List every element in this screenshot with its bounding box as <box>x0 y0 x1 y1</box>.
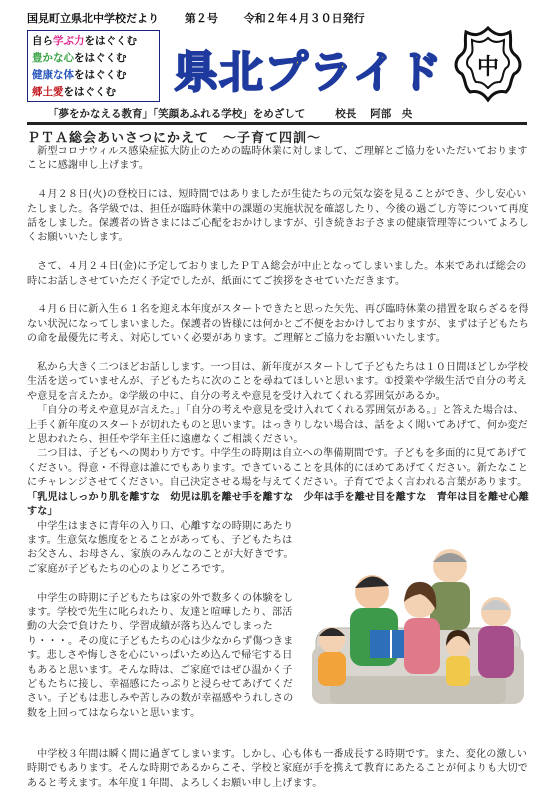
closing-paragraph: 中学校３年間は瞬く間に過ぎてしまいます。しかし、心も体も一番成長する時期です。また、変化の激しい時期でもあります。そんな時期であるからこそ、学校と家庭が手を携えて教育にあたることが何よりも大切であると考えます。本年度１年間、よろしくお願い申し上げます。 <box>27 749 528 789</box>
slogan-keyword: 郷土愛 <box>32 86 64 98</box>
family-illustration <box>310 536 526 716</box>
slogan-keyword: 健康な体 <box>32 69 74 81</box>
newsletter-header <box>27 10 517 26</box>
slogan-box <box>27 30 160 102</box>
paragraph: 中学生の時期に子どもたちは家の外で数多くの体験をします。学校で先生に叱られたり、友達と喧嘩したり、部活動の大会で負けたり、学習成績が落ち込んでしまったり・・・。その度に子どもたちの心は少なからず傷つきます。悲しさや悔しさを心にいっぱいため込んで帰宅する日もあると思います。そんな時は、ご家庭ではぜひ温かく子どもたちに接し、幸福感にたっぷりと浸らせてあげてください。子どもは悲しみや苦しみの数が幸福感やうれしさの数を上回ってはならないと思います。 <box>27 592 294 719</box>
motto-line <box>48 106 412 121</box>
slogan-rest: をはぐくむ <box>63 86 116 98</box>
emblem-letter: 中 <box>476 55 500 80</box>
slogan-keyword: 学ぶ力 <box>53 35 85 47</box>
proverb-quote: 「乳児はしっかり肌を離すな 幼児は肌を離せ手を離すな 少年は手を離せ目を離すな 青年は目を離せ心離すな」 <box>27 491 529 518</box>
slogan-item <box>32 33 155 50</box>
header-divider <box>27 122 527 125</box>
article-title: ＰＴＡ総会あいさつにかえて ～子育て四訓～ <box>27 131 322 146</box>
paragraph: 「自分の考えや意見が言えた。」「自分の考えや意見を受け入れてくれる雰囲気がある。」と答えた場合は、上手く新年度のスタートが切れたものと思います。はっきりしない場合は、話をよく聞いてあげて、何か変だと思われたら、担任や学年主任に遠慮なくご相談ください。 <box>27 405 528 446</box>
slogan-item <box>32 84 155 101</box>
slogan-item <box>32 67 155 84</box>
paragraph-text: 二つ目は、子どもへの関わり方です。中学生の時期は自立への準備期間です。子どもを多面的に見てあげてください。得意・不得意は誰にでもあります。できていることを具体的にほめてあげてください。新たなことにチャレンジさせてください。自己決定させる場を与えてください。子育てでよく言われる言葉があります。 <box>27 448 529 489</box>
slogan-prefix: 自ら <box>32 35 53 47</box>
school-emblem-icon <box>452 24 524 102</box>
paragraph: 中学生はまさに青年の入り口、心離すなの時期にあたります。生意気な態度をとることがあっても、子どもたちはお父さん、お母さん、家族のみんなのことが大好きです。ご家庭が子どもたちの心のよりどころです。 <box>27 520 294 575</box>
newsletter-title: 県北プライド <box>174 47 443 98</box>
motto-text: 「夢をかなえる教育」「笑顔あふれる学校」をめざして <box>48 108 306 120</box>
principal-name: 阿部 央 <box>370 108 413 120</box>
issue-date: 令和２年４月３０日発行 <box>243 12 365 25</box>
paragraph: ４月６日に新入生６１名を迎え本年度がスタートできたと思った矢先、再び臨時休業の措置を取らざるを得ない状況になってしまいました。保護者の皆様には何かとご不便をおかけしておりますが、まずは子どもたちの命を最優先に考え、対応していく必要があります。ご理解とご協力をお願いいたします。 <box>27 304 529 345</box>
slogan-rest: をはぐくむ <box>84 35 137 47</box>
slogan-rest: をはぐくむ <box>74 69 127 81</box>
slogan-keyword: 豊かな心 <box>32 52 74 64</box>
slogan-rest: をはぐくむ <box>74 52 127 64</box>
paragraph: ４月２８日(火)の登校日には、短時間ではありましたが生徒たちの元気な姿を見ることができ、少し安心いたしました。各学級では、担任が臨時休業中の課題の実施状況を確認したり、今後の過ごし方等について再度話をしました。保護者の皆さまにはご心配をおかけしますが、引き続きお子さまの健康管理等についてよろしくお願いいたします。 <box>27 189 529 244</box>
issue-number: 第２号 <box>184 12 218 25</box>
paragraph <box>27 447 532 519</box>
paragraph: 私から大きく二つほどお話しします。一つ目は、新年度がスタートして子どもたちは１０日間ほどしか学校生活を送っていませんが、子どもたちに次のことを尋ねてほしいと思います。①授業や学級生活で自分の考えや意見を言えたか。②学級の中に、自分の考えや意見を受け入れてくれる雰囲気があるか。 <box>27 362 528 402</box>
slogan-item <box>32 50 155 67</box>
principal-title: 校長 <box>335 108 357 120</box>
school-name: 国見町立県北中学校だより <box>27 12 159 25</box>
paragraph: さて、４月２４日(金)に予定しておりましたＰＴＡ総会が中止となってしまいました。本来であれば総会の時にお話しさせていただく予定でしたが、紙面にてご挨拶をさせていただきます。 <box>27 261 527 287</box>
paragraph: 新型コロナウィルス感染症拡大防止のための臨時休業に対しまして、ご理解とご協力をいただいておりますことに感謝申し上げます。 <box>27 146 528 172</box>
